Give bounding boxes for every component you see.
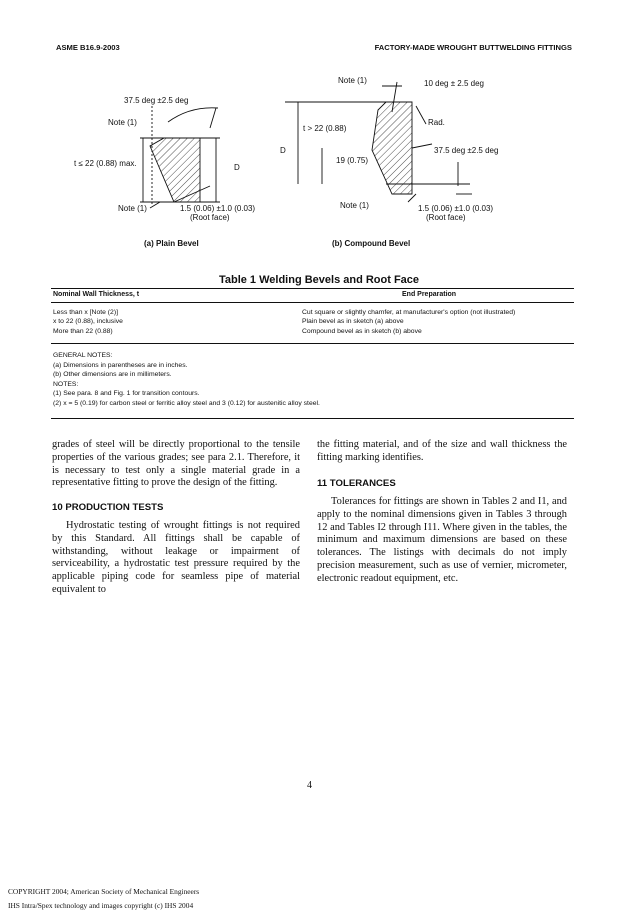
table-row-preparation: Compound bevel as in sketch (b) above xyxy=(302,327,422,335)
compound-bevel-section xyxy=(372,102,412,194)
body-right-paragraph: the fitting material, and of the size and wall thickness the fitting marking identifies. xyxy=(317,439,567,463)
table-note: (2) x = 5 (0.19) for carbon steel or ferritic alloy steel and 3 (0.12) for austenitic alloy steel. xyxy=(53,399,320,407)
plain-bevel-caption: (a) Plain Bevel xyxy=(144,239,199,248)
body-left-paragraph: grades of steel will be directly proportional to the tensile properties of the various grades; see para 2.1. Therefore, it is necessary to test only a single material grade in a representative fitting to prove the design of the fitting. xyxy=(52,439,300,489)
compound-bevel-diameter: D xyxy=(280,146,286,155)
compound-bevel-thickness: t > 22 (0.88) xyxy=(303,124,347,133)
bevel-figure xyxy=(40,66,600,256)
plain-bevel-angle: 37.5 deg ±2.5 deg xyxy=(124,96,189,105)
table-bottom-rule xyxy=(51,343,574,344)
running-header-left: ASME B16.9-2003 xyxy=(56,43,120,52)
table-row-preparation: Cut square or slightly chamfer, at manufacturer's option (not illustrated) xyxy=(302,309,516,316)
compound-bevel-radius: Rad. xyxy=(428,118,445,127)
table-header-preparation: End Preparation xyxy=(402,291,457,298)
table-note: (b) Other dimensions are in millimeters. xyxy=(53,371,172,379)
table-row-preparation: Plain bevel as in sketch (a) above xyxy=(302,318,404,326)
table-row-thickness: More than 22 (0.88) xyxy=(53,327,113,335)
section-10-heading: 10 PRODUCTION TESTS xyxy=(52,502,164,513)
plain-bevel-note-top: Note (1) xyxy=(108,118,137,127)
compound-bevel-angle: 37.5 deg ±2.5 deg xyxy=(434,146,499,155)
compound-bevel-caption: (b) Compound Bevel xyxy=(332,239,411,248)
plain-bevel-section xyxy=(150,138,200,202)
table-notes xyxy=(53,351,320,409)
section-10-paragraph: Hydrostatic testing of wrought fittings is not required by this Standard. All fittings shall be capable of withstanding, without leakage or impairment of serviceability, a hydrostatic test pressure required by the applicable piping code for seamless pipe of material equivalent to xyxy=(52,520,300,595)
table-note: NOTES: xyxy=(53,380,79,388)
compound-bevel-note-top: Note (1) xyxy=(338,76,367,85)
notes-bottom-rule xyxy=(51,418,574,419)
table-header-thickness: Nominal Wall Thickness, t xyxy=(53,291,140,298)
table-note: (a) Dimensions in parentheses are in inches. xyxy=(53,361,188,369)
table-row-thickness: Less than x [Note (2)] xyxy=(53,309,118,316)
ihs-line: IHS Intra/Spex technology and images copyright (c) IHS 2004 xyxy=(8,901,194,910)
plain-bevel-root: 1.5 (0.06) ±1.0 (0.03) xyxy=(180,204,256,213)
running-header-right: FACTORY-MADE WROUGHT BUTTWELDING FITTINGS xyxy=(374,43,572,52)
section-11-paragraph: Tolerances for fittings are shown in Tables 2 and I1, and apply to the nominal dimensions given in Tables 3 through 12 and Tables I2 through I11. Where given in the tables, the minimum and maximum dimensions are based on these tolerances. The listings with decimals do not imply precision measurement, such as use of vernier, micrometer, electronic readout equipment, etc. xyxy=(317,496,567,584)
plain-bevel-thickness: t ≤ 22 (0.88) max. xyxy=(74,159,137,168)
copyright-line: COPYRIGHT 2004; American Society of Mechanical Engineers xyxy=(8,887,200,896)
compound-bevel-note-bottom: Note (1) xyxy=(340,201,369,210)
plain-bevel-root-face: (Root face) xyxy=(190,213,230,222)
compound-bevel-root: 1.5 (0.06) ±1.0 (0.03) xyxy=(418,204,494,213)
plain-bevel-diameter: D xyxy=(234,163,240,172)
compound-bevel-dim-19: 19 (0.75) xyxy=(336,156,369,165)
table-row-thickness: x to 22 (0.88), inclusive xyxy=(53,318,123,326)
section-11-heading: 11 TOLERANCES xyxy=(317,478,396,489)
table-column-thickness xyxy=(53,308,123,336)
table-top-rule xyxy=(51,288,574,289)
table-column-preparation xyxy=(302,308,515,336)
table-header-rule xyxy=(51,302,574,303)
table-note: GENERAL NOTES: xyxy=(53,352,113,359)
compound-bevel-angle-top: 10 deg ± 2.5 deg xyxy=(424,79,484,88)
table-title: Table 1 Welding Bevels and Root Face xyxy=(218,274,420,286)
page-number: 4 xyxy=(307,780,312,791)
compound-bevel-root-face: (Root face) xyxy=(426,213,466,222)
plain-bevel-note-bottom: Note (1) xyxy=(118,204,147,213)
table-note: (1) See para. 8 and Fig. 1 for transition contours. xyxy=(53,390,200,398)
